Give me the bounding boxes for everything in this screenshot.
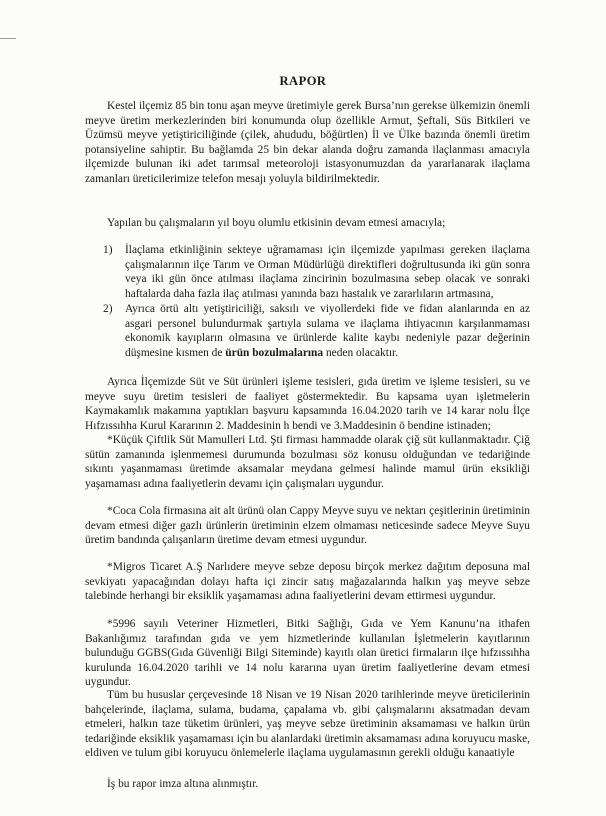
migros-paragraph: *Migros Ticaret A.Ş Narlıdere meyve sebze deposu birçok merkez dağıtım deposuna mal sevkiyatı yapacağından dolayı hafta içi zincir satış mağazalarında halkın yaş meyve sebze talebinde herhangi bir eksiklik yaşamaması adına faaliyetlerini devam ettirmesi uygundur. (85, 561, 530, 603)
purpose-intro: Yapılan bu çalışmaların yıl boyu olumlu etkisinin devam etmesi amacıyla; (107, 217, 446, 229)
coca-cola-paragraph: *Coca Cola firmasına ait alt ürünü olan Cappy Meyve suyu ve nektarı çeşitlerinin üretiminin devam etmesi diğer gazlı ürünlerin üretiminin elzem olmaması neticesinde sadece Meyve Suyu üretim bandında çalışanların üretime devam etmesi uygundur. (85, 505, 530, 547)
kucuk-ciftlik-paragraph: *Küçük Çiftlik Süt Mamulleri Ltd. Şti firması hammadde olarak çiğ süt kullanmaktadır. Çiğ sütün zamanında işlenmemesi durumunda bozulması söz konusu olduğundan ve tedariğinde sıkıntı yaşanmaması üretimde aksamalar meydana gelmesi halinde mamul ürün eksikliği yaşamaması adına faaliyetlerin devamı için çalışmaları uygundur. (85, 434, 530, 490)
list-text: İlaçlama etkinliğinin sekteye uğramaması için ilçemizde yapılması gereken ilaçlama çalışmalarının ilçe Tarım ve Orman Müdürlüğü direktifleri doğrultusunda iki gün sonra veya iki gün önce atılması ilaçlama zincirinin bozulmasına sebep olacak ve sonraki haftalarda daha fazla ilaç atılması yanında bazı hastalık ve zararlıların artmasına, (125, 244, 530, 300)
closing-line: İş bu rapor imza altına alınmıştır. (107, 778, 259, 790)
conclusion-paragraph: Tüm bu hususlar çerçevesinde 18 Nisan ve 19 Nisan 2020 tarihlerinde meyve üreticilerinin bahçelerinde, ilaçlama, sulama, budama, çapalama vb. gibi çalışmalarını aksatmadan devam etmeleri, halkın taze tüketim ürünleri, yaş meyve sebze üretiminin aksamaması ve halkın ürün tedariğinde eksiklik yaşamaması için bu alanlardaki üretimin aksamaması adına koruyucu maske, eldiven ve tulum gibi koruyucu önlemelerle ilaçlama uygulamasının gerekli olduğu kanaatiyle (85, 689, 530, 760)
report-title: RAPOR (279, 74, 327, 88)
scan-edge-mark (0, 38, 16, 39)
emphasis-text: ürün bozulmalarına (225, 346, 324, 359)
list-text-part: Ayrıca örtü altı yetiştiriciliği, saksılı ve viyollerdeki fide ve fidan alanlarında en az asgari personel bulundurmak şartıyla sulama ve ilaçlama ihtiyacının karşılanmaması ekonomik kayıpların olmasına ve ürünlerde kalite kaybı nedeniyle pazar değerinin düşmesine kısmen de (125, 303, 530, 359)
intro-paragraph: Kestel ilçemiz 85 bin tonu aşan meyve üretimiyle gerek Bursa’nın gerekse ülkemizin önemli meyve üretim merkezlerinden biri konumunda olup özellikle Armut, Şeftali, Süs Bitkileri ve Üzümsü meyve yetiştiriciliğinde (çilek, ahududu, böğürtlen) İl ve Ülke bazında önemli üretim potansiyeline sahiptir. Bu bağlamda 25 bin dekar alanda doğru zamanda ilaçlanması amacıyla ilçemizde bulunan iki adet tarımsal meteoroloji istasyonumuzdan da yararlanarak ilaçlama zamanları üreticilerimize telefon mesajı yoluyla bildirilmektedir. (85, 100, 530, 185)
list-text-part: neden olacaktır. (323, 346, 399, 359)
list-text (125, 302, 530, 360)
list-number: 2) (103, 303, 113, 315)
list-number: 1) (103, 244, 113, 256)
law-5996-paragraph: *5996 sayılı Veteriner Hizmetleri, Bitki Sağlığı, Gıda ve Yem Kanunu’na ithafen Bakanlığımız tarafından gıda ve yem hizmetlerinde kullanılan İşletmelerin kayıtlarının bulunduğu GGBS(Gıda Güvenliği Bilgi Siteminde) kayıtlı olan üretici firmaların ilçe hıfzıssıhha kurulunda 16.04.2020 tarihli ve 14 nolu kararına uyan üretim faaliyetlerine devam etmesi uygundur. (85, 618, 530, 689)
facilities-paragraph: Ayrıca İlçemizde Süt ve Süt ürünleri işleme tesisleri, gıda üretim ve işleme tesisleri, su ve meyve suyu üretim tesisleri de faaliyet göstermektedir. Bu kapsama uyan işletmelerin Kaymakamlık makamına yaptıkları başvuru kapsamında 16.04.2020 tarih ve 14 karar nolu İlçe Hıfzıssıhha Kurul Kararının 2. Maddesinin h bendi ve 3.Maddesinin ö bendine istinaden; (85, 376, 530, 432)
